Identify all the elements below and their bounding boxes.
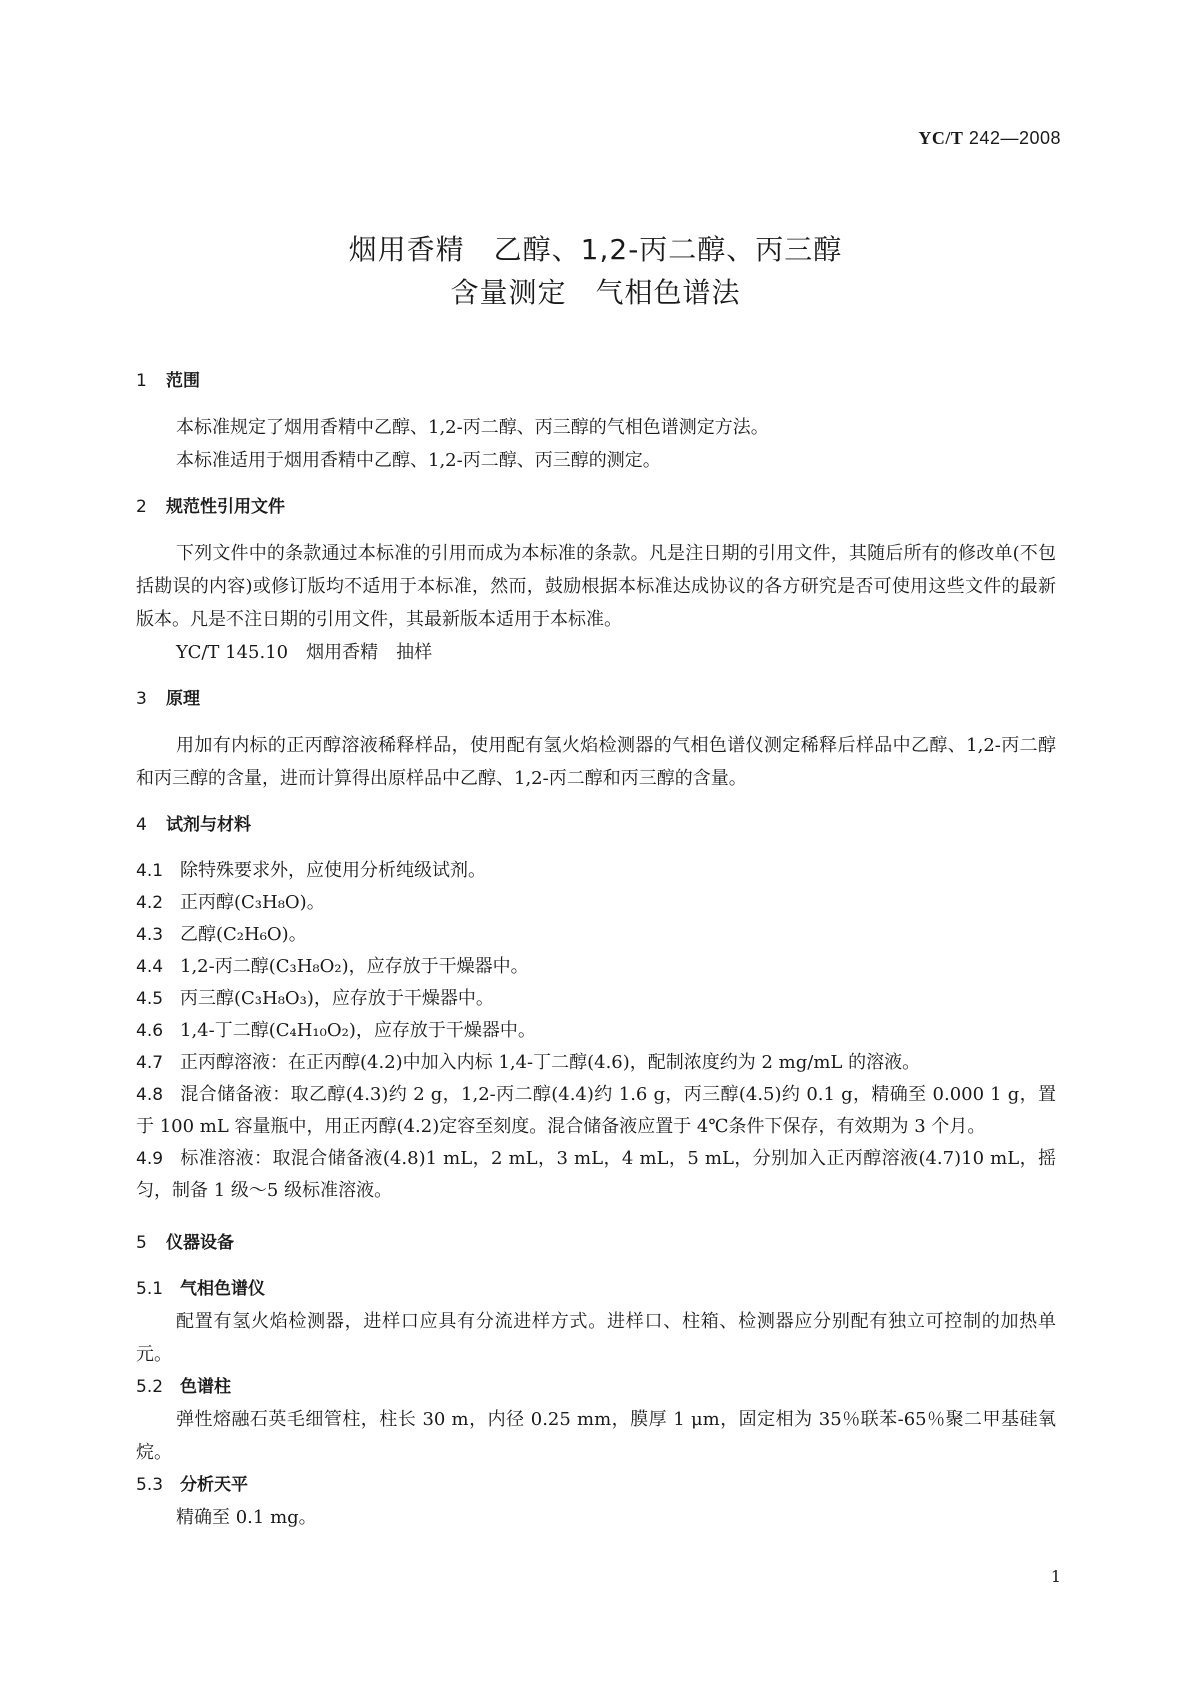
list-item (136, 919, 1056, 951)
subsection-heading (136, 1371, 1056, 1403)
list-item (136, 1143, 1056, 1207)
item-number: 4.9 (136, 1149, 164, 1169)
section-1-heading (136, 363, 1056, 399)
list-item (136, 951, 1056, 983)
section-3-heading (136, 681, 1056, 717)
subsection-heading (136, 1273, 1056, 1305)
section-4-heading (136, 807, 1056, 843)
item-text: 1,2-丙二醇(C₃H₈O₂)，应存放于干燥器中。 (180, 956, 529, 977)
item-number: 4.5 (136, 989, 164, 1009)
standard-code-number: 242—2008 (963, 128, 1061, 148)
section-title: 原理 (166, 689, 200, 709)
item-text: 标准溶液：取混合储备液(4.8)1 mL，2 mL，3 mL，4 mL，5 mL，分别加入正丙醇溶液(4.7)10 mL，摇匀，制备 1 级～5 级标准溶液。 (136, 1148, 1056, 1201)
list-item (136, 1079, 1056, 1143)
section-title: 仪器设备 (166, 1233, 234, 1253)
subsection-title: 分析天平 (180, 1475, 248, 1495)
list-item (136, 855, 1056, 887)
list-item (136, 1015, 1056, 1047)
subsection-text: 配置有氢火焰检测器，进样口应具有分流进样方式。进样口、柱箱、检测器应分别配有独立可控制的加热单元。 (136, 1311, 1056, 1365)
section-2-heading (136, 489, 1056, 525)
section-title: 试剂与材料 (166, 815, 251, 835)
section-number: 2 (136, 497, 147, 517)
section-number: 5 (136, 1233, 147, 1253)
section-3-paragraph: 用加有内标的正丙醇溶液稀释样品，使用配有氢火焰检测器的气相色谱仪测定稀释后样品中乙醇、1,2-丙二醇和丙三醇的含量，进而计算得出原样品中乙醇、1,2-丙二醇和丙三醇的含量。 (136, 735, 1056, 789)
list-item (136, 983, 1056, 1015)
subsection-title: 色谱柱 (180, 1377, 231, 1397)
item-number: 4.8 (136, 1085, 164, 1105)
section-2-paragraph: 下列文件中的条款通过本标准的引用而成为本标准的条款。凡是注日期的引用文件，其随后所有的修改单(不包括勘误的内容)或修订版均不适用于本标准，然而，鼓励根据本标准达成协议的各方研究是否可使用这些文件的最新版本。凡是不注日期的引用文件，其最新版本适用于本标准。 (136, 543, 1056, 630)
item-text: 除特殊要求外，应使用分析纯级试剂。 (180, 860, 486, 881)
page-number: 1 (1050, 1567, 1061, 1586)
section-title: 范围 (166, 371, 200, 391)
item-number: 4.1 (136, 861, 164, 881)
list-item (136, 887, 1056, 919)
item-text: 混合储备液：取乙醇(4.3)约 2 g，1,2-丙二醇(4.4)约 1.6 g，丙三醇(4.5)约 0.1 g，精确至 0.000 1 g，置于 100 mL 容量瓶中，用正丙醇(4.2)定容至刻度。混合储备液应置于 4℃条件下保存，有效期为 3 个月。 (136, 1084, 1056, 1137)
standard-code (918, 128, 1061, 149)
subsection-title: 气相色谱仪 (180, 1279, 265, 1299)
item-number: 4.3 (136, 925, 164, 945)
subsection-number: 5.3 (136, 1475, 164, 1495)
item-number: 4.6 (136, 1021, 164, 1041)
section-number: 4 (136, 815, 147, 835)
item-number: 4.7 (136, 1053, 164, 1073)
section-number: 1 (136, 371, 147, 391)
item-text: 正丙醇(C₃H₈O)。 (180, 892, 325, 913)
item-text: 正丙醇溶液：在正丙醇(4.2)中加入内标 1,4-丁二醇(4.6)，配制浓度约为 2 mg/mL 的溶液。 (180, 1052, 921, 1073)
subsection-number: 5.1 (136, 1279, 164, 1299)
document-title-line-2: 含量测定 气相色谱法 (450, 276, 741, 309)
item-number: 4.4 (136, 957, 164, 977)
section-5-heading (136, 1225, 1056, 1261)
standard-code-prefix: YC/T (918, 128, 964, 148)
subsection-text: 弹性熔融石英毛细管柱，柱长 30 m，内径 0.25 mm，膜厚 1 μm，固定相为 35％联苯-65％聚二甲基硅氧烷。 (136, 1409, 1056, 1463)
section-title: 规范性引用文件 (166, 497, 285, 517)
subsection-text: 精确至 0.1 mg。 (176, 1507, 317, 1528)
section-number: 3 (136, 689, 147, 709)
item-text: 乙醇(C₂H₆O)。 (180, 924, 307, 945)
subsection-number: 5.2 (136, 1377, 164, 1397)
normative-reference: YC/T 145.10 烟用香精 抽样 (176, 642, 433, 663)
item-text: 1,4-丁二醇(C₄H₁₀O₂)，应存放于干燥器中。 (180, 1020, 536, 1041)
section-1-paragraph-2: 本标准适用于烟用香精中乙醇、1,2-丙二醇、丙三醇的测定。 (176, 450, 661, 471)
section-1-paragraph-1: 本标准规定了烟用香精中乙醇、1,2-丙二醇、丙三醇的气相色谱测定方法。 (176, 417, 769, 438)
document-title-line-1: 烟用香精 乙醇、1,2-丙二醇、丙三醇 (348, 233, 843, 266)
item-number: 4.2 (136, 893, 164, 913)
document-body (136, 363, 1056, 1534)
item-text: 丙三醇(C₃H₈O₃)，应存放于干燥器中。 (180, 988, 494, 1009)
list-item (136, 1047, 1056, 1079)
subsection-heading (136, 1469, 1056, 1501)
